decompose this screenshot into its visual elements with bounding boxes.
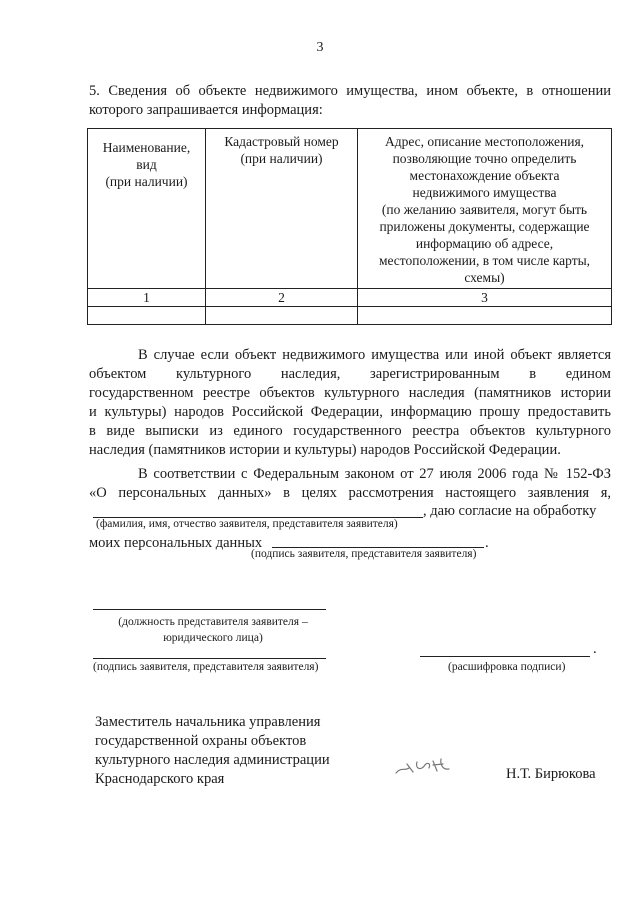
consent-line-4: моих персональных данных [89, 535, 263, 551]
signatory-name: Н.Т. Бирюкова [506, 766, 596, 782]
empty-cell [206, 307, 358, 325]
caption-position: (должность представителя заявителя – юридического лица) [118, 616, 308, 644]
caption-applicant-signature: (подпись заявителя, представителя заявителя) [93, 661, 319, 673]
consent-line-3-tail: , даю согласие на обработку [423, 503, 597, 519]
header-cadastral [206, 129, 358, 289]
empty-cell [88, 307, 206, 325]
position-line-4: Краснодарского края [95, 771, 225, 787]
position-line-2: государственной охраны объектов [95, 733, 307, 749]
consent-line-1: В соответствии с Федеральным законом от 27 июля 2006 года № 152-ФЗ [138, 466, 611, 482]
header-name-text: Наименование, вид (при наличии) [102, 140, 191, 189]
position-line [93, 609, 326, 610]
position-line-1: Заместитель начальника управления [95, 714, 321, 730]
position-line-3: культурного наследия администрации [95, 752, 330, 768]
culture-line-1: В случае если объект недвижимого имущества или иной объект является [138, 347, 611, 363]
handwritten-signature [393, 753, 453, 781]
table-empty-row [88, 307, 612, 325]
table-header-row [88, 129, 612, 289]
header-address-text: Адрес, описание местоположения, позволяющие точно определить местонахождение объекта недвижимого имущества (по желанию заявителя, могут быть приложены документы, содержащие информацию об адресе, местоположении, в том числе карты, схемы) [378, 134, 591, 285]
empty-cell [358, 307, 612, 325]
decoding-line [420, 656, 590, 657]
culture-line-2: объектом культурного наследия, зарегистрированным в едином [89, 366, 611, 382]
object-table [87, 128, 612, 325]
culture-line-5: в виде выписки из единого государственного реестра объектов культурного [89, 423, 611, 439]
culture-line-3: государственном реестре объектов культурного наследия (памятников истории [89, 385, 611, 401]
header-address [358, 129, 612, 289]
col-number-2: 2 [206, 289, 358, 307]
section5-line1: 5. Сведения об объекте недвижимого имущества, ином объекте, в отношении [89, 83, 611, 99]
col-number-1: 1 [88, 289, 206, 307]
culture-line-6: наследия (памятников истории и культуры) народов Российской Федерации. [89, 442, 561, 458]
consent-line-4-end: . [485, 535, 489, 551]
caption-personal-signature: (подпись заявителя, представителя заявителя) [251, 548, 477, 560]
caption-fio: (фамилия, имя, отчество заявителя, представителя заявителя) [96, 518, 398, 530]
caption-decoding: (расшифровка подписи) [448, 661, 566, 673]
decoding-end: . [593, 641, 597, 657]
culture-line-4: и культуры) народов Российской Федерации, информацию прошу предоставить [89, 404, 611, 420]
col-number-3: 3 [358, 289, 612, 307]
header-name [88, 129, 206, 289]
consent-line-2: «О персональных данных» в целях рассмотрения настоящего заявления я, [89, 485, 611, 501]
header-cadastral-text: Кадастровый номер (при наличии) [224, 134, 339, 166]
page-number: 3 [316, 40, 324, 55]
section5-line2: которого запрашивается информация: [89, 102, 323, 118]
applicant-signature-line [93, 658, 326, 659]
table-number-row [88, 289, 612, 307]
